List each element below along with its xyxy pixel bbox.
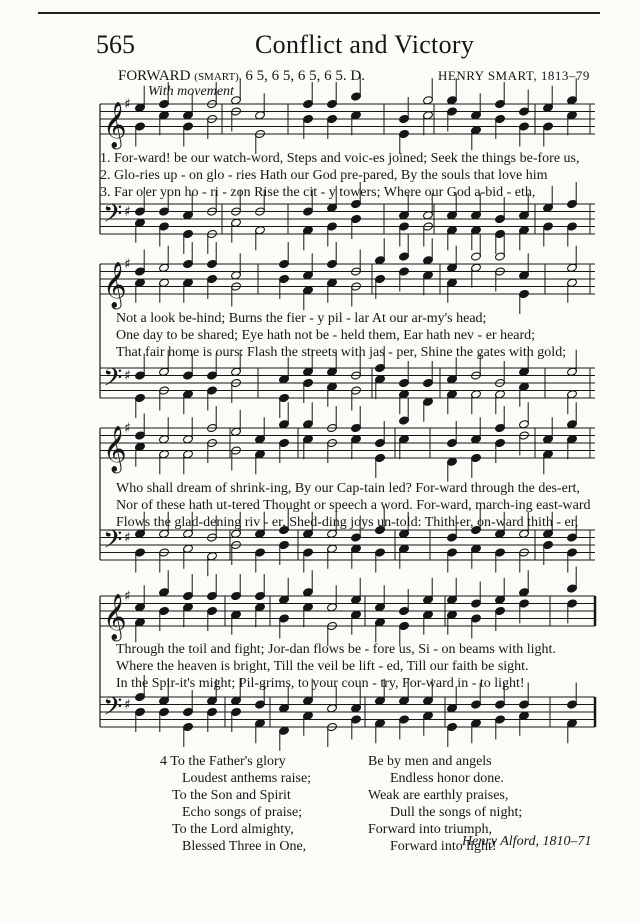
stanza-line: To the Lord almighty, — [172, 822, 294, 837]
lyric-line: 2. Glo-ries up - on glo - ries Hath our God pre-pared, By the souls that love him — [100, 168, 548, 183]
lyric-line: Not a look be-hind; Burns the fier - y pil - lar At our ar-my's head; — [116, 311, 487, 326]
stanza-line: Echo songs of praise; — [182, 805, 303, 820]
stanza-line: Loudest anthems raise; — [182, 771, 312, 786]
lyric-line: That fair home is ours: Flash the streets with jas - per, Shine the gates with gold; — [116, 345, 567, 360]
stanza-line: Blessed Three in One, — [182, 839, 307, 854]
lyric-line: 1. For-ward! be our watch-word, Steps and voic-es joined; Seek the things be-fore us, — [100, 151, 580, 166]
stanza-line: Forward into light! — [390, 839, 497, 854]
bass-clef: 𝄢 — [103, 363, 123, 399]
lyric-line: Through the toil and fight; Jor-dan flows be - fore us, Si - on beams with light. — [116, 642, 556, 657]
author-credit: Henry Alford, 1810–71 — [462, 834, 592, 849]
composer: HENRY SMART, 1813–79 — [438, 68, 590, 83]
stanza-line: To the Son and Spirit — [172, 788, 291, 803]
lyric-line: In the Spir-it's might; Pil-grims, to your coun - try, For-ward in - to light! — [116, 676, 525, 691]
tempo-marking: With movement — [148, 84, 234, 99]
stanza-line: Forward into triumph, — [368, 822, 493, 837]
stanza-line: Dull the songs of night; — [390, 805, 523, 820]
page-number: 565 — [96, 30, 135, 59]
bass-clef: 𝄢 — [103, 199, 123, 235]
sharp-key-signature: ♯ — [124, 530, 131, 546]
sharp-key-signature: ♯ — [124, 588, 131, 605]
stanza-line: 4 To the Father's glory — [160, 754, 286, 769]
treble-clef: 𝄞 — [103, 102, 127, 148]
lyric-line: Who shall dream of shrink-ing, By our Cap-tain led? For-ward through the des-ert, — [116, 481, 580, 496]
sharp-key-signature: ♯ — [124, 420, 131, 437]
tune-composer-short: (SMART). — [194, 71, 242, 83]
stanza-line: Endless honor done. — [390, 771, 504, 786]
treble-clef: 𝄞 — [103, 262, 127, 308]
lyric-line: Flows the glad-dening riv - er, Shed-ding joys un-told: Thith-er, on-ward thith - er, — [116, 515, 579, 530]
stanza-4-left — [160, 753, 311, 855]
lyric-line: Where the heaven is bright, Till the veil be lift - ed, Till our faith be sight. — [116, 659, 529, 674]
bass-clef: 𝄢 — [103, 692, 123, 728]
stanza-line: Be by men and angels — [368, 754, 492, 769]
hymn-title: Conflict and Victory — [255, 30, 475, 59]
sharp-key-signature: ♯ — [124, 697, 131, 713]
lyric-line: Nor of these hath ut-tered Thought or speech a word. For-ward, march-ing east-ward — [116, 498, 591, 513]
treble-clef: 𝄞 — [103, 426, 127, 472]
sharp-key-signature: ♯ — [124, 96, 131, 113]
sharp-key-signature: ♯ — [124, 256, 131, 273]
lyric-line: 3. Far o'er yon ho - ri - zon Rise the cit - y towers; Where our God a-bid - eth, — [100, 185, 536, 200]
tune-name: FORWARD — [118, 68, 191, 84]
sharp-key-signature: ♯ — [124, 368, 131, 384]
tune-meter: 6 5, 6 5, 6 5, 6 5. D. — [245, 68, 365, 84]
sharp-key-signature: ♯ — [124, 204, 131, 220]
treble-clef: 𝄞 — [103, 594, 127, 640]
stanza-line: Weak are earthly praises, — [368, 788, 509, 803]
lyric-line: One day to be shared; Eye hath not be - held them, Ear hath nev - er heard; — [116, 328, 536, 343]
bass-clef: 𝄢 — [103, 525, 123, 561]
